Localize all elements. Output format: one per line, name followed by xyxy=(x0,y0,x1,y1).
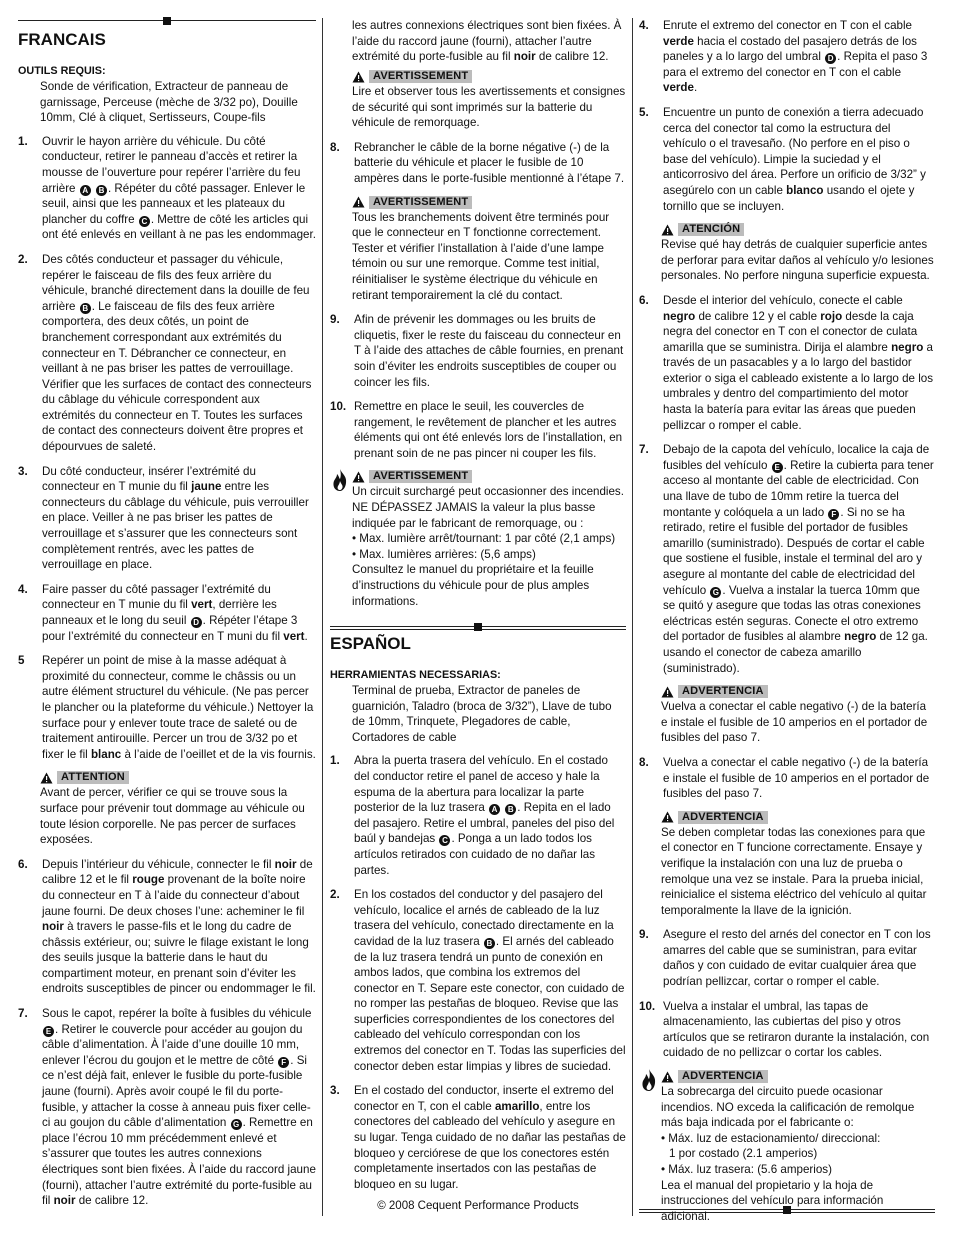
es-step-8: 8. Vuelva a conectar el cable negativo (-) de la batería e instale el fusible de 10 amperios en el portador de fusibles del paso 7. xyxy=(639,755,930,801)
es-step-6: 6. Desde el interior del vehículo, conecte el cable negro de calibre 12 y el cable rojo desde la caja negra del conector en T con el conector de culata amarilla que se suministra. Dirija el alambre negro a través de un pasacables y a lo largo del bastidor exterior o siga el cableado existente a lo largo de los umbrales y dentro del compartimiento del motor hasta la batería para evitar las áreas que pueden pellizcar o romper el cable. xyxy=(639,293,934,432)
fr-step-1: 1. Ouvrir le hayon arrière du véhicule. Du côté conducteur, retirer le panneau d’accès et retirer la mousse de l’ouverture pour repérer l’arrière du feu arrière A B . Répéter du côté passager. Enlever le seuil, ainsi que les panneaux et les plateaux du plancher du coffre C . Mettre de côté les articles qui ont été enlevés en veillant à ne pas les endommager. xyxy=(18,134,316,242)
marker-b-icon: B xyxy=(505,804,516,815)
marker-g-icon: G xyxy=(710,587,721,598)
fr-warning-connections: AVERTISSEMENT Tous les branchements doivent être terminés pour que le connecteur en T fonctionne correctement. Tester et vérifier l’installation à l’aide d’une lampe témoin ou sur une remorque. Comme test initial, réinitialiser le système électrique du véhicule en retirant temporairement la clé du contact. xyxy=(352,195,610,302)
marker-f-icon: F xyxy=(828,509,839,520)
warning-triangle-icon xyxy=(661,686,674,698)
es-warning-battery: ADVERTENCIA Vuelva a conectar el cable negativo (-) de la batería e instale el fusible de 10 amperios en el portador de fusibles del paso 7. xyxy=(661,685,928,745)
marker-c-icon: C xyxy=(139,216,150,227)
marker-e-icon: E xyxy=(772,462,783,473)
fire-hazard-icon xyxy=(639,1068,659,1092)
es-step-4: 4. Enrute el extremo del conector en T con el cable verde hacia el costado del pasajero detrás de los paneles y a lo largo del umbral D . Repita el paso 3 para el extremo del conector en T con el cable verde. xyxy=(639,19,928,95)
warning-triangle-icon xyxy=(352,196,365,208)
marker-b-icon: B xyxy=(96,185,107,196)
es-step-5: 5. Encuentre un punto de conexión a tierra adecuado cerca del conector tal como la estructura del vehículo o el travesaño. (No perfore en el piso o base del vehículo). Limpie la suciedad y el anticorrosivo del área. Perfore un orificio de 3/32” y asegúrelo con un cable blanco usando el ojete y tornillo que se incluyen. xyxy=(639,105,926,213)
warning-triangle-icon xyxy=(352,71,365,83)
es-tools-title: HERRAMIENTAS NECESSARIAS: xyxy=(330,669,501,681)
es-step-7: 7. Debajo de la capota del vehículo, localice la caja de fusibles del vehículo E . Retire la cubierta para tener acceso al montante del cable de electricidad. Con una llave de tubo de 10mm retire la tuerca del montante y colóquela a un lado F . Si no se ha retirado, retire el fusible del portador de fusibles amarillo (suministrado). Después de cortar el cable que sostiene el fusible, instale el terminal del aro y asegure al montante del cable de electricidad del vehículo G . Vuelva a instalar la tuerca 10mm que se quitó y asegure que todas las otras conexiones eléctricas estén seguras. Conecte el otro extremo del portador de fusibles al alambre negro de 12 ga. usando el conector de cabeza amarillo (suministrado). xyxy=(639,443,934,675)
column-1 xyxy=(18,30,316,1218)
es-step-10: 10. Vuelva a instalar el umbral, las tapas de almacenamiento, las cubiertas del piso y otros artículos que se retiraron durante la instalación, con cuidado de no pellizcar o cortar los cables. xyxy=(639,999,930,1060)
fr-step-10: 10. Remettre en place le seuil, les couvercles de rangement, le revêtement de plancher et les autres éléments qui ont été enlevés lors de l’installation, en prenant soin de ne pas pincer ni couper les fils. xyxy=(330,400,623,460)
es-step-3: 3. En el costado del conductor, inserte el extremo del conector en T, con el cable amarillo, entre los conectores del cableado del vehículo y asegure en su lugar. Tenga cuidado de no dañar las pestañas de bloqueo y cerciórese de que los conectores estén completamente insertados con las pestañas de bloqueo en su lugar. xyxy=(330,1084,626,1191)
section-heading-espanol: ESPAÑOL xyxy=(330,634,411,653)
fr-warning-attention: ATTENTION Avant de percer, vérifier ce qui se trouve sous la surface pour prévenir tout dommage au véhicule ou toute lésion corporelle. Ne pas percer de surfaces exposées. xyxy=(40,771,305,847)
es-tools-list: Terminal de prueba, Extractor de paneles de guarnición, Taladro (broca de 3/32”), Llave de tubo de 10mm, Trinquete, Plegadores de cable, Cortadores de cable xyxy=(352,684,612,744)
es-warning-atencion: ATENCIÓN Revise qué hay detrás de cualquier superficie antes de perforar para evitar daños al vehículo y/o lesiones personales. No perfore ninguna superficie expuesta. xyxy=(661,223,934,283)
fire-hazard-icon xyxy=(330,468,350,492)
warning-triangle-icon xyxy=(661,224,674,236)
marker-f-icon: F xyxy=(278,1057,289,1068)
copyright-footer: © 2008 Cequent Performance Products xyxy=(377,1200,579,1212)
column-divider-2 xyxy=(632,18,633,1216)
fr-step-4: 4. Faire passer du côté passager l’extrémité du connecteur en T munie du fil vert, derrière les panneaux et le long du seuil D . Répéter l’étape 3 pour l’extrémité du connecteur en T muni du fil vert. xyxy=(18,582,308,643)
fr-step-2: 2. Des côtés conducteur et passager du véhicule, repérer le faisceau de fils des feux arrière du véhicule, branché directement dans la douille de feu arrière B . Le faisceau de fils des feux arrière comportera, des deux côtés, un point de branchement correspondant aux extrémités du connecteur en T. Débrancher ce connecteur, en veillant à ne pas briser les pattes de verrouillage. Vérifier que les surfaces de contact des connecteurs du câblage du véhicule correspondent aux extrémités du connecteur en T. Toutes les surfaces de contact des connecteurs doivent être propres et dépourvues de saleté. xyxy=(18,252,312,454)
warning-triangle-icon xyxy=(661,811,674,823)
marker-b-icon: B xyxy=(80,303,91,314)
fr-warning-overload: AVERTISSEMENT Un circuit surchargé peut occasionner des incendies. NE DÉPASSEZ JAMAIS la valeur la plus basse indiquée par le fabricant de remorquage, ou : • Max. lumière arrêt/tournant: 1 par côté (2,1 amps) • Max. lumières arrières: (5,6 amps) Consultez le manuel du propriétaire et la feuille d’instructions du véhicule pour de plus amples informations. xyxy=(330,470,626,609)
tools-list: Sonde de vérification, Extracteur de panneau de garnissage, Perceuse (mèche de 3/32 po), Douille 10mm, Clé à cliquet, Sertisseurs, Coupe-fils xyxy=(40,80,298,125)
warning-triangle-icon xyxy=(661,1071,674,1083)
marker-c-icon: C xyxy=(439,835,450,846)
tools-title: OUTILS REQUIS: xyxy=(18,65,106,77)
fr-step-6: 6. Depuis l’intérieur du véhicule, connecter le fil noir de calibre 12 et le fil rouge provenant de la boîte noire du connecteur en T à l’aide du connecteur d’about jaune fourni. De deux choses l’une: acheminer le fil noir à travers le passe-fils et le long du cadre de châssis extérieur, ou; suivre le filage existant le long des seuils jusque la batterie dans le haut du compartiment moteur, en prenant soin d’éviter les endroits susceptibles de pincer ou endommager le fil. xyxy=(18,857,316,996)
es-step-9: 9. Asegure el resto del arnés del conector en T con los amarres del cable que se suministran, para evitar daños y con cuidado de evitar cualquier área que podrían pellizcar, cortar o romper el cable. xyxy=(639,928,931,989)
warning-triangle-icon xyxy=(352,471,365,483)
marker-d-icon: D xyxy=(191,617,202,628)
column-divider-1 xyxy=(322,18,323,1216)
marker-a-icon: A xyxy=(489,804,500,815)
fr-step-5: 5 Repérer un point de mise à la masse adéquat à proximité du connecteur, comme le châssis ou un autre élément structurel du véhicule. (Ne pas percer le plancher ou la plateforme du véhicule.) Nettoyer la surface pour y enlever toute trace de saleté ou de traitement antirouille. Percer un trou de 3/32 po et fixer le fil blanc à l’aide de l’oeillet et de la vis fournis. xyxy=(18,654,316,761)
section-heading-francais: FRANCAIS xyxy=(18,30,106,49)
fr-step-8: 8. Rebrancher le câble de la borne négative (-) de la batterie du véhicule et placer le fusible de 10 ampères dans le porte-fusible mentionné à l’étape 7. xyxy=(330,140,625,185)
fr-step-9: 9. Afin de prévenir les dommages ou les bruits de cliquetis, fixer le reste du faisceau du connecteur en T à l’aide des attaches de câble fournies, en prenant soin d’éviter les endroits susceptibles de couper ou coincer les fils. xyxy=(330,313,624,389)
marker-b-icon: B xyxy=(484,938,495,949)
marker-a-icon: A xyxy=(80,185,91,196)
column-2-espanol xyxy=(330,634,626,1201)
fr-step-3: 3. Du côté conducteur, insérer l’extrémité du connecteur en T munie du fil jaune entre les connecteurs du câblage du véhicule, puis verrouiller en place. Veiller à ne pas briser les pattes de verrouillage et s’assurer que les connecteurs sont complètement rentrés, avec les pattes de verrouillage en place. xyxy=(18,464,309,572)
es-step-1: 1. Abra la puerta trasera del vehículo. En el costado del conductor retire el panel de acceso y hale la espuma de la abertura para localizar la parte posterior de la luz trasera A B . Repita en el lado del pasajero. Retire el umbral, paneles del piso del baúl y bandejas C . Ponga a un lado todos los artículos retirados con cuidado de no dañar las partes. xyxy=(330,754,615,877)
column-2-top xyxy=(330,18,626,618)
fr-warning-battery: AVERTISSEMENT Lire et observer tous les avertissements et consignes de sécurité qui sont imprimés sur la batterie du véhicule de remorquage. xyxy=(352,70,626,130)
marker-g-icon: G xyxy=(231,1119,242,1130)
warning-triangle-icon xyxy=(40,772,53,784)
es-step-2: 2. En los costados del conductor y del pasajero del vehículo, localice el arnés de cableado de la luz trasera del vehículo, conectado directamente en la cavidad de la luz trasera B . El arnés del cableado de la luz trasera tendrá un punto de conexión en ambos lados, que combina los extremos del conector en T. Separe este conector, con cuidado de no romper las pestañas de bloqueo. Revise que las superficies correspondientes de los conectores del cableado del vehículo correspondan con los extremos del conector en T. Todas las superficies del conector deben estar limpias y libres de suciedad. xyxy=(330,888,626,1073)
marker-d-icon: D xyxy=(825,53,836,64)
es-warning-connections: ADVERTENCIA Se deben completar todas las conexiones para que el conector en T funcione correctamente. Ensaye y verifique la instalación con una luz de prueba o remolque una vez se instale. Para la prueba inicial, reinicialice el sistema eléctrico del vehículo al quitar temporalmente la llave de la ignición. xyxy=(661,810,927,917)
es-warning-overload: ADVERTENCIA La sobrecarga del circuito puede ocasionar incendios. NO exceda la calificación de remolque más baja indicada por el fabricante o: • Máx. luz de estacionamiento/ direccional: 1 por costado (2.1 amperios) • Máx. luz trasera: (5.6 amperios) Lea el manual del propietario y la hoja de instrucciones del vehículo para información adicional. xyxy=(639,1070,935,1224)
marker-e-icon: E xyxy=(43,1026,54,1037)
fr-step-7-continuation: les autres connexions électriques sont bien fixées. À l’aide du raccord jaune (fourni), attacher l’autre extrémité du porte-fusible au fil noir de calibre 12. xyxy=(352,18,626,64)
column-3 xyxy=(639,18,935,1233)
fr-step-7: 7. Sous le capot, repérer la boîte à fusibles du véhicule E . Retirer le couvercle pour accéder au goujon du câble d’alimentation. À l’aide d’une douille 10 mm, enlever l’écrou du goujon et le mettre de côté F . Si ce n’est déjà fait, enlever le fusible du porte-fusible jaune (fourni). Après avoir coupé le fil du porte-fusible, y attacher la cosse à anneau puis fixer celle-ci au goujon du câble d’alimentation G . Remettre en place l’écrou 10 mm précédemment enlevé et s’assurer que toutes les autres connexions électriques sont bien fixées. À l’aide du raccord jaune (fourni), attacher l’autre extrémité du porte-fusible au fil noir de calibre 12. xyxy=(18,1007,316,1208)
